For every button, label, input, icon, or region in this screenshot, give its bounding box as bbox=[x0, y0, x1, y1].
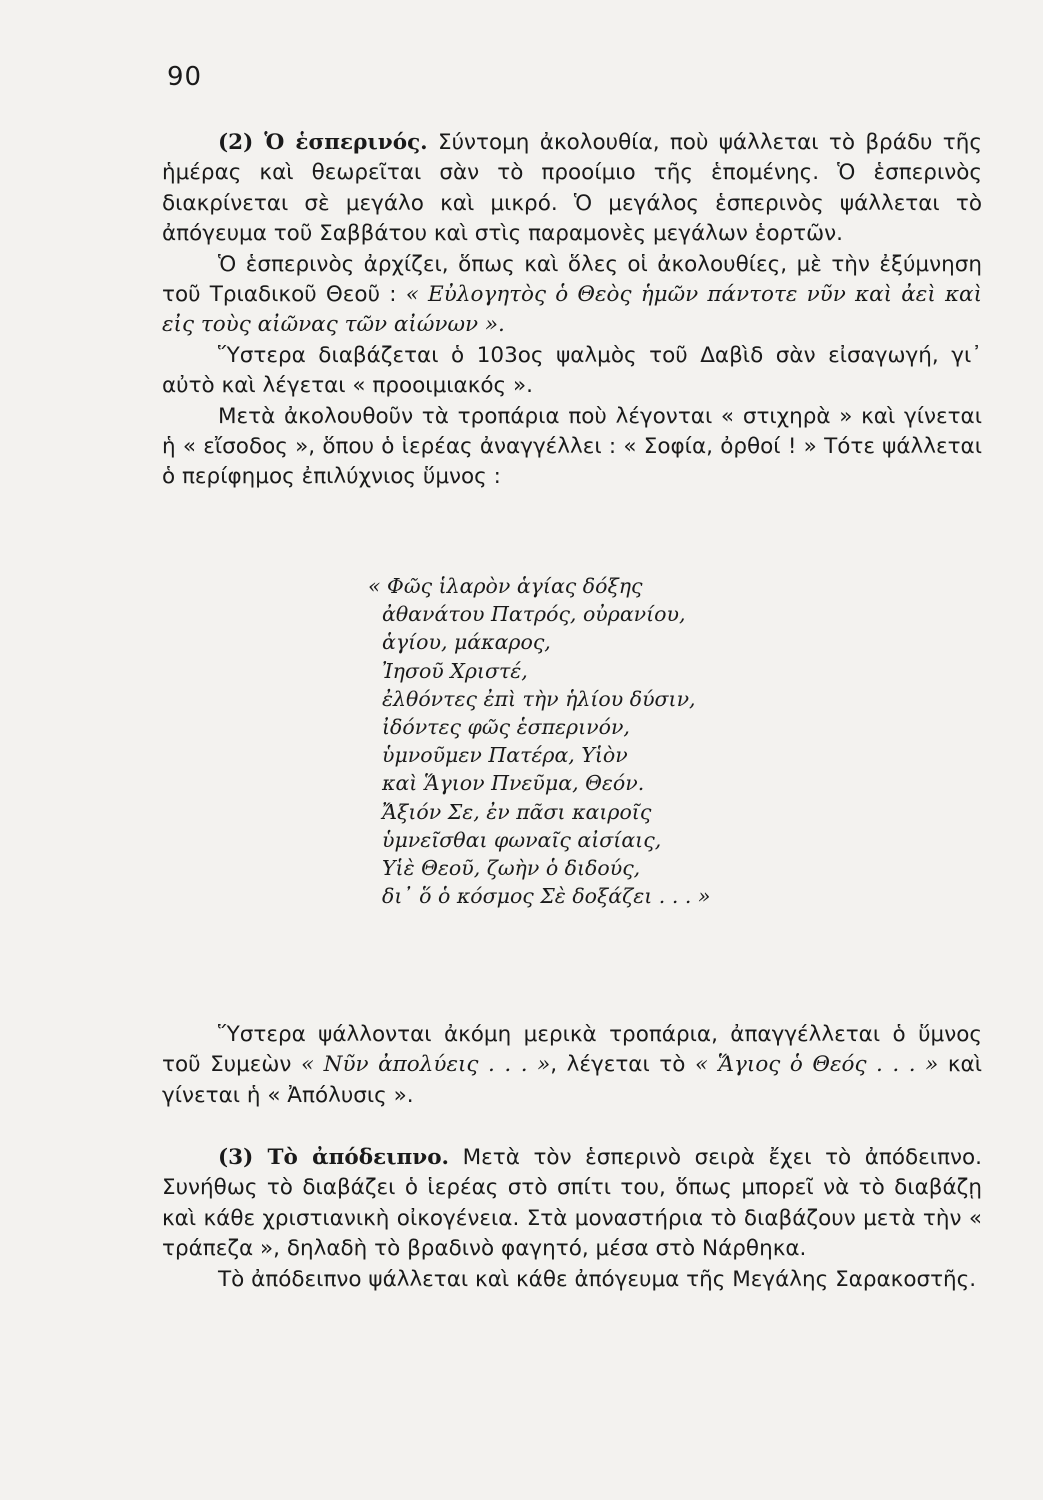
page-number: 90 bbox=[167, 62, 203, 92]
hymn-phos-hilaron bbox=[368, 572, 710, 910]
hymn-line: ἐλθόντες ἐπὶ τὴν ἡλίου δύσιν, bbox=[382, 686, 696, 711]
vespers-beginning-text: Ὁ ἑσπερινὸς ἀρχίζει, ὅπως καὶ ὅλες οἱ ἀκολουθίες, μὲ τὴν ἐξύμνηση τοῦ Τριαδικοῦ Θεοῦ : bbox=[162, 251, 982, 308]
hymn-line: δι᾽ ὅ ὁ κόσμος Σὲ δοξάζει . . . » bbox=[382, 884, 711, 909]
paragraph-after-hymn bbox=[162, 1020, 982, 1111]
hymn-line: ἀθανάτου Πατρός, οὐρανίου, bbox=[382, 602, 686, 627]
paragraph-psalm: Ὕστερα διαβάζεται ὁ 103ος ψαλμὸς τοῦ Δαβὶδ σὰν εἰσαγωγή, γι᾽ αὐτὸ καὶ λέγεται « προοιμιακός ». bbox=[162, 342, 982, 399]
nunc-dimittis-quote: « Νῦν ἀπολύεις . . . » bbox=[300, 1052, 551, 1078]
section-compline bbox=[162, 1143, 982, 1295]
section-evening-service bbox=[162, 128, 982, 493]
hymn-line: ὑμνοῦμεν Πατέρα, Υἱὸν bbox=[382, 743, 628, 768]
hymn-line: « Φῶς ἱλαρὸν ἁγίας δόξης bbox=[368, 574, 643, 598]
hymn-line: ἰδόντες φῶς ἑσπερινόν, bbox=[382, 715, 630, 740]
hymn-line: Ἰησοῦ Χριστέ, bbox=[382, 658, 528, 683]
doxology-quote: « Εὐλογητὸς ὁ Θεὸς ἡμῶν πάντοτε νῦν καὶ ἀεὶ καὶ εἰς τοὺς αἰῶνας τῶν αἰώνων ». bbox=[162, 282, 982, 338]
paragraph-entrance: Μετὰ ἀκολουθοῦν τὰ τροπάρια ποὺ λέγονται « στιχηρὰ » καὶ γίνεται ἡ « εἴσοδος », ὅπου ὁ ἱερέας ἀναγγέλλει : « Σοφία, ὀρθοί ! » Τότε ψάλλεται ὁ περίφημος ἐπιλύχνιος ὕμνος : bbox=[162, 403, 982, 490]
after-hymn-text bbox=[162, 1020, 982, 1111]
after-hymn-part2: , λέγεται τὸ bbox=[550, 1052, 695, 1078]
hymn-line: καὶ Ἅγιον Πνεῦμα, Θεόν. bbox=[382, 771, 645, 796]
compline-intro-text: Μετὰ τὸν ἑσπερινὸ σειρὰ ἔχει τὸ ἀπόδειπνο. Συνήθως τὸ διαβάζει ὁ ἱερέας στὸ σπίτι του, ὅπως μπορεῖ νὰ τὸ διαβάζῃ καὶ κάθε χριστιανικὴ οἰκογένεια. Στὰ μοναστήρια τὸ διαβάζουν μετὰ τὴν « τράπεζα », δηλαδὴ τὸ βραδινὸ φαγητό, μέσα στὸ Νάρθηκα. bbox=[162, 1145, 983, 1262]
paragraph-compline-intro bbox=[162, 1143, 982, 1265]
hymn-line: Ἄξιόν Σε, ἐν πᾶσι καιροῖς bbox=[382, 799, 652, 824]
paragraph-compline-lent: Τὸ ἀπόδειπνο ψάλλεται καὶ κάθε ἀπόγευμα τῆς Μεγάλης Σαρακοστῆς. bbox=[218, 1266, 977, 1292]
after-hymn-part1: Ὕστερα ψάλλονται ἀκόμη μερικὰ τροπάρια, ἀπαγγέλλεται ὁ ὕμνος τοῦ Συμεὼν bbox=[162, 1022, 982, 1078]
hymn-line: ἁγίου, μάκαρος, bbox=[382, 630, 551, 655]
hymn-line: Υἱὲ Θεοῦ, ζωὴν ὁ διδούς, bbox=[382, 856, 641, 881]
section-heading-compline: (3) Τὸ ἀπόδειπνο. bbox=[218, 1145, 450, 1170]
paragraph-vespers-beginning bbox=[162, 250, 982, 341]
section-heading-vespers: (2) Ὁ ἑσπερινός. bbox=[218, 130, 428, 155]
paragraph-vespers-intro bbox=[162, 128, 982, 250]
after-hymn-part3: καὶ γίνεται ἡ « Ἀπόλυσις ». bbox=[162, 1052, 983, 1108]
trisagion-quote: « Ἅγιος ὁ Θεός . . . » bbox=[694, 1052, 939, 1078]
hymn-line: ὑμνεῖσθαι φωναῖς αἰσίαις, bbox=[382, 827, 662, 852]
vespers-intro-text: Σύντομη ἀκολουθία, ποὺ ψάλλεται τὸ βράδυ τῆς ἡμέρας καὶ θεωρεῖται σὰν τὸ προοίμιο τῆς ἑπομένης. Ὁ ἑσπερινὸς διακρίνεται σὲ μεγάλο καὶ μικρό. Ὁ μεγάλος ἑσπερινὸς ψάλλεται τὸ ἀπόγευμα τοῦ Σαββάτου καὶ στὶς παραμονὲς μεγάλων ἑορτῶν. bbox=[162, 130, 982, 247]
